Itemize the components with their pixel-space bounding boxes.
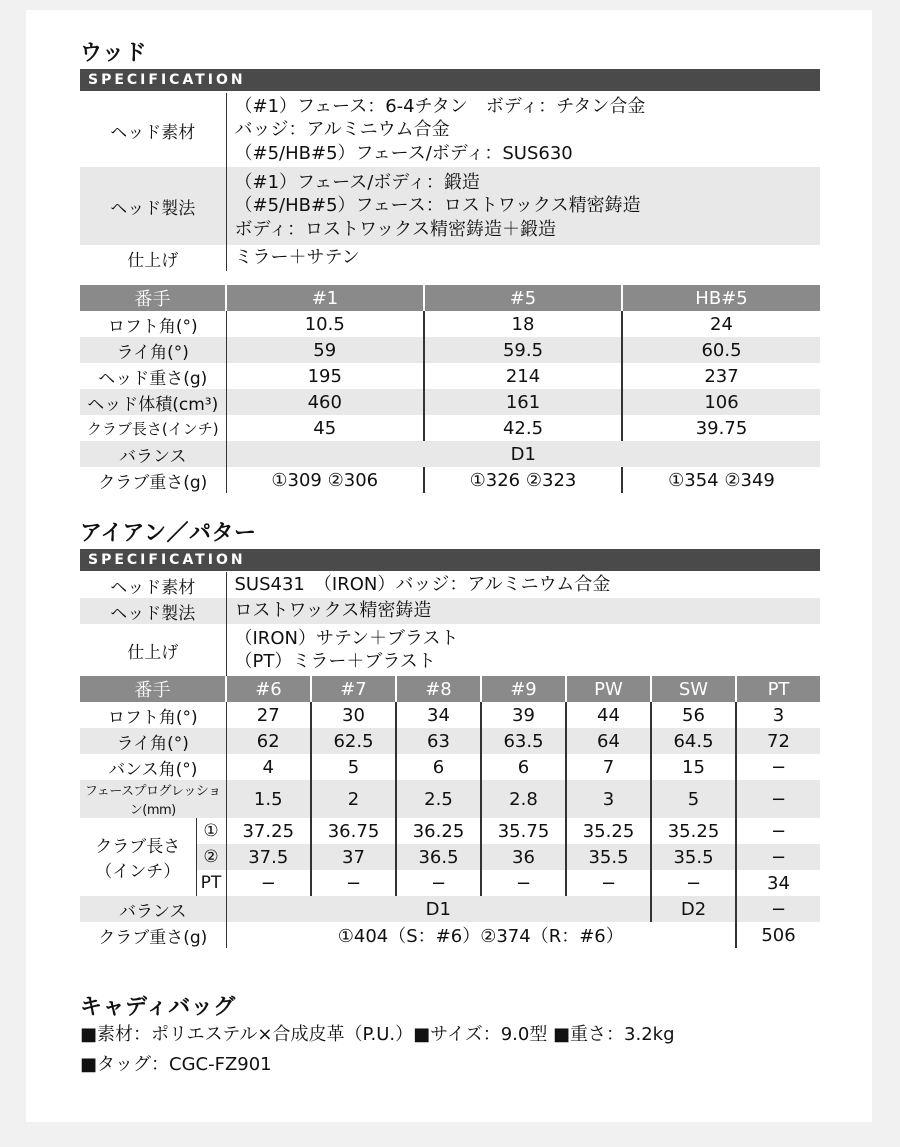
wood-head-method-line: ボディ：ロストワックス精密鋳造＋鍛造 xyxy=(234,218,556,240)
wood-balance-row xyxy=(80,441,820,467)
wood-spec-bar: SPECIFICATION xyxy=(80,69,820,91)
iron-cell: 6 xyxy=(481,754,566,780)
iron-cell: 64.5 xyxy=(651,728,736,754)
iron-cell: 3 xyxy=(566,780,651,818)
iron-head-material-label: ヘッド素材 xyxy=(80,572,226,598)
wood-weight-cell: ①354 ②349 xyxy=(622,467,820,493)
wood-weight-row xyxy=(80,467,820,493)
iron-title: アイアン／パター xyxy=(80,521,257,546)
iron-cell: 62 xyxy=(226,728,311,754)
iron-spec-table xyxy=(80,676,820,948)
wood-cell: 161 xyxy=(424,389,622,415)
iron-balance-label: バランス xyxy=(80,896,226,922)
iron-row xyxy=(80,754,820,780)
iron-header-cell: #6 xyxy=(226,676,311,702)
iron-header-cell: #7 xyxy=(311,676,396,702)
wood-finish-label: 仕上げ xyxy=(80,245,226,271)
iron-weight-row xyxy=(80,922,820,948)
iron-head-material-value: SUS431 （IRON）バッジ：アルミニウム合金 xyxy=(226,572,820,598)
wood-cell: 18 xyxy=(424,311,622,337)
wood-row xyxy=(80,337,820,363)
iron-length-sub: ① xyxy=(196,818,226,844)
wood-balance-label: バランス xyxy=(80,441,226,467)
iron-cell: − xyxy=(736,818,820,844)
iron-row-label: バンス角(°) xyxy=(80,754,226,780)
iron-cell: 37 xyxy=(311,844,396,870)
iron-cell: 56 xyxy=(651,702,736,728)
wood-cell: 460 xyxy=(226,389,424,415)
iron-cell: 64 xyxy=(566,728,651,754)
wood-header-label: 番手 xyxy=(80,285,226,311)
iron-header-cell: #9 xyxy=(481,676,566,702)
iron-header-cell: #8 xyxy=(396,676,481,702)
iron-cell: − xyxy=(736,754,820,780)
iron-cell: 1.5 xyxy=(226,780,311,818)
wood-head-method-label: ヘッド製法 xyxy=(80,167,226,245)
wood-cell: 42.5 xyxy=(424,415,622,441)
wood-header-row xyxy=(80,285,820,311)
iron-cell: 39 xyxy=(481,702,566,728)
wood-cell: 24 xyxy=(622,311,820,337)
iron-cell: 35.25 xyxy=(566,818,651,844)
wood-header-cell: #5 xyxy=(424,285,622,311)
iron-header-cell: PT xyxy=(736,676,820,702)
iron-cell: 5 xyxy=(651,780,736,818)
iron-cell: 27 xyxy=(226,702,311,728)
iron-row xyxy=(80,702,820,728)
wood-cell: 39.75 xyxy=(622,415,820,441)
wood-header-cell: #1 xyxy=(226,285,424,311)
iron-cell: 34 xyxy=(396,702,481,728)
iron-cell: 35.25 xyxy=(651,818,736,844)
iron-cell: − xyxy=(396,870,481,896)
bag-line: ■タッグ：CGC-FZ901 xyxy=(80,1054,272,1075)
wood-cell: 237 xyxy=(622,363,820,389)
iron-balance-value: D1 xyxy=(226,896,651,922)
iron-finish-row xyxy=(80,624,820,676)
iron-head-method-label: ヘッド製法 xyxy=(80,598,226,624)
bag-line: ■素材：ポリエステル×合成皮革（P.U.）■サイズ：9.0型 ■重さ：3.2kg xyxy=(80,1024,675,1045)
wood-weight-label: クラブ重さ(g) xyxy=(80,467,226,493)
iron-cell: 63.5 xyxy=(481,728,566,754)
wood-head-material-line: （#5/HB#5）フェース/ボディ：SUS630 xyxy=(234,142,573,164)
iron-cell: 36.5 xyxy=(396,844,481,870)
iron-balance-sw: D2 xyxy=(651,896,736,922)
wood-weight-cell: ①326 ②323 xyxy=(424,467,622,493)
wood-head-method-line: （#1）フェース/ボディ：鍛造 xyxy=(234,171,480,193)
iron-header-cell: SW xyxy=(651,676,736,702)
iron-cell: 35.5 xyxy=(566,844,651,870)
wood-header-cell: HB#5 xyxy=(622,285,820,311)
iron-cell: 34 xyxy=(736,870,820,896)
iron-finish-line: （PT）ミラー＋ブラスト xyxy=(234,651,436,672)
iron-cell: 2.5 xyxy=(396,780,481,818)
wood-cell: 59.5 xyxy=(424,337,622,363)
wood-finish-row xyxy=(80,245,820,271)
wood-head-method-line: （#5/HB#5）フェース：ロストワックス精密鋳造 xyxy=(234,195,641,217)
iron-weight-label: クラブ重さ(g) xyxy=(80,922,226,948)
wood-cell: 45 xyxy=(226,415,424,441)
iron-row-label: ロフト角(°) xyxy=(80,702,226,728)
wood-cell: 195 xyxy=(226,363,424,389)
wood-head-material-line: （#1）フェース：6-4チタン ボディ：チタン合金 xyxy=(234,95,646,117)
iron-row-label: ライ角(°) xyxy=(80,728,226,754)
wood-head-material-line: バッジ：アルミニウム合金 xyxy=(234,119,450,141)
iron-cell: − xyxy=(736,780,820,818)
iron-finish-line: （IRON）サテン＋ブラスト xyxy=(234,627,459,649)
iron-head-material-row xyxy=(80,572,820,598)
iron-cell: 35.75 xyxy=(481,818,566,844)
iron-length-row xyxy=(80,818,820,844)
iron-cell: 6 xyxy=(396,754,481,780)
iron-head-method-value: ロストワックス精密鋳造 xyxy=(226,598,820,624)
iron-cell: 62.5 xyxy=(311,728,396,754)
wood-row xyxy=(80,389,820,415)
iron-cell: 2.8 xyxy=(481,780,566,818)
iron-cell: 15 xyxy=(651,754,736,780)
iron-cell: 30 xyxy=(311,702,396,728)
iron-material-table xyxy=(80,572,820,676)
wood-row xyxy=(80,363,820,389)
iron-length-label-unit: （インチ） xyxy=(95,862,181,882)
wood-row-label: ヘッド重さ(g) xyxy=(80,363,226,389)
iron-cell: 37.5 xyxy=(226,844,311,870)
iron-cell: 37.25 xyxy=(226,818,311,844)
iron-row xyxy=(80,780,820,818)
wood-row-label: クラブ長さ(インチ) xyxy=(80,415,226,441)
iron-row xyxy=(80,728,820,754)
iron-cell: − xyxy=(226,870,311,896)
iron-cell: 36.25 xyxy=(396,818,481,844)
iron-cell: 5 xyxy=(311,754,396,780)
iron-cell: 63 xyxy=(396,728,481,754)
iron-cell: 72 xyxy=(736,728,820,754)
wood-cell: 59 xyxy=(226,337,424,363)
wood-title: ウッド xyxy=(80,41,148,66)
wood-spec-table xyxy=(80,285,820,493)
bag-title: キャディバッグ xyxy=(80,995,236,1020)
iron-cell: − xyxy=(481,870,566,896)
iron-cell: 4 xyxy=(226,754,311,780)
iron-balance-row xyxy=(80,896,820,922)
iron-finish-label: 仕上げ xyxy=(80,624,226,676)
iron-length-sub: PT xyxy=(196,870,226,896)
iron-cell: − xyxy=(311,870,396,896)
iron-cell: 35.5 xyxy=(651,844,736,870)
iron-cell: − xyxy=(651,870,736,896)
wood-finish-value: ミラー＋サテン xyxy=(226,245,820,271)
wood-material-table xyxy=(80,93,820,271)
wood-cell: 214 xyxy=(424,363,622,389)
iron-header-row xyxy=(80,676,820,702)
iron-cell: 44 xyxy=(566,702,651,728)
wood-cell: 60.5 xyxy=(622,337,820,363)
spec-page xyxy=(26,10,872,1122)
wood-head-material-label: ヘッド素材 xyxy=(80,93,226,167)
iron-header-label: 番手 xyxy=(80,676,226,702)
iron-head-method-row xyxy=(80,598,820,624)
wood-row xyxy=(80,311,820,337)
iron-cell: 2 xyxy=(311,780,396,818)
wood-row-label: ヘッド体積(cm³) xyxy=(80,389,226,415)
wood-row-label: ライ角(°) xyxy=(80,337,226,363)
iron-cell: 36.75 xyxy=(311,818,396,844)
iron-balance-pt: − xyxy=(736,896,820,922)
iron-weight-value: ①404（S：#6）②374（R：#6） xyxy=(226,922,736,948)
wood-head-method-row xyxy=(80,167,820,245)
iron-cell: 3 xyxy=(736,702,820,728)
wood-balance-value: D1 xyxy=(226,441,820,467)
wood-row xyxy=(80,415,820,441)
iron-spec-bar: SPECIFICATION xyxy=(80,549,820,571)
iron-length-sub: ② xyxy=(196,844,226,870)
iron-cell: 7 xyxy=(566,754,651,780)
iron-cell: 36 xyxy=(481,844,566,870)
iron-row-label: フェースプログレッション(mm) xyxy=(80,780,226,818)
wood-cell: 10.5 xyxy=(226,311,424,337)
iron-length-label: クラブ長さ xyxy=(95,837,181,857)
wood-cell: 106 xyxy=(622,389,820,415)
wood-weight-cell: ①309 ②306 xyxy=(226,467,424,493)
iron-cell: − xyxy=(566,870,651,896)
wood-head-material-row xyxy=(80,93,820,167)
iron-cell: − xyxy=(736,844,820,870)
bag-specs xyxy=(80,1020,820,1080)
iron-weight-pt: 506 xyxy=(736,922,820,948)
wood-row-label: ロフト角(°) xyxy=(80,311,226,337)
iron-header-cell: PW xyxy=(566,676,651,702)
